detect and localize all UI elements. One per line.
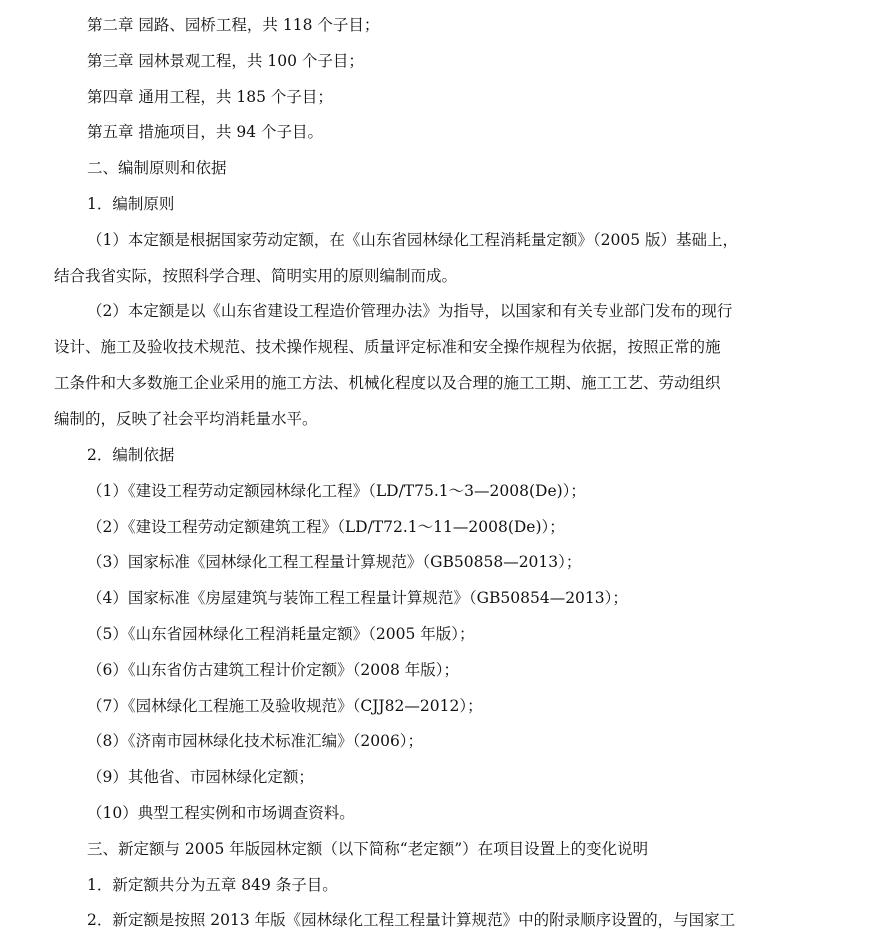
line-chapter-3: 第三章 园林景观工程，共 100 个子目； <box>87 52 364 70</box>
changes-item-2: 2．新定额是按照 2013 年版《园林绿化工程工程量计算规范》中的附录顺序设置的，与国家工 <box>87 911 736 929</box>
section-heading-2: 二、编制原则和依据 <box>87 159 227 177</box>
basis-item-10: （10）典型工程实例和市场调查资料。 <box>87 804 355 822</box>
paragraph-1-line-1: （1）本定额是根据国家劳动定额，在《山东省园林绿化工程消耗量定额》（2005 版）基础上， <box>87 231 738 249</box>
section-heading-3: 三、新定额与 2005 年版园林定额（以下简称“老定额”）在项目设置上的变化说明 <box>87 840 649 858</box>
basis-item-3: （3）国家标准《园林绿化工程工程量计算规范》（GB50858—2013）； <box>87 553 582 571</box>
subheading-basis: 2．编制依据 <box>87 446 175 464</box>
line-chapter-5: 第五章 措施项目，共 94 个子目。 <box>87 123 324 141</box>
paragraph-2-line-1: （2）本定额是以《山东省建设工程造价管理办法》为指导，以国家和有关专业部门发布的现行 <box>87 302 733 320</box>
paragraph-2-line-4: 编制的，反映了社会平均消耗量水平。 <box>54 410 318 428</box>
line-chapter-4: 第四章 通用工程，共 185 个子目； <box>87 88 333 106</box>
basis-item-8: （8）《济南市园林绿化技术标准汇编》（2006）； <box>87 732 424 750</box>
paragraph-2-line-2: 设计、施工及验收技术规范、技术操作规程、质量评定标准和安全操作规程为依据，按照正常的施 <box>54 338 721 356</box>
basis-item-1: （1）《建设工程劳动定额园林绿化工程》（LD/T75.1～3—2008(De)）； <box>87 482 586 500</box>
basis-item-2: （2）《建设工程劳动定额建筑工程》（LD/T72.1～11—2008(De)）； <box>87 518 565 536</box>
basis-item-5: （5）《山东省园林绿化工程消耗量定额》（2005 年版）； <box>87 625 475 643</box>
basis-item-4: （4）国家标准《房屋建筑与装饰工程工程量计算规范》（GB50854—2013）； <box>87 589 628 607</box>
paragraph-1-line-2: 结合我省实际，按照科学合理、简明实用的原则编制而成。 <box>54 267 458 285</box>
basis-item-9: （9）其他省、市园林绿化定额； <box>87 768 314 786</box>
paragraph-2-line-3: 工条件和大多数施工企业采用的施工方法、机械化程度以及合理的施工工期、施工工艺、劳动组织 <box>54 374 721 392</box>
line-chapter-2: 第二章 园路、园桥工程，共 118 个子目； <box>87 16 380 34</box>
subheading-principles: 1．编制原则 <box>87 195 175 213</box>
changes-item-1: 1．新定额共分为五章 849 条子目。 <box>87 876 338 894</box>
basis-item-6: （6）《山东省仿古建筑工程计价定额》（2008 年版）； <box>87 661 459 679</box>
basis-item-7: （7）《园林绿化工程施工及验收规范》（CJJ82—2012）； <box>87 697 483 715</box>
